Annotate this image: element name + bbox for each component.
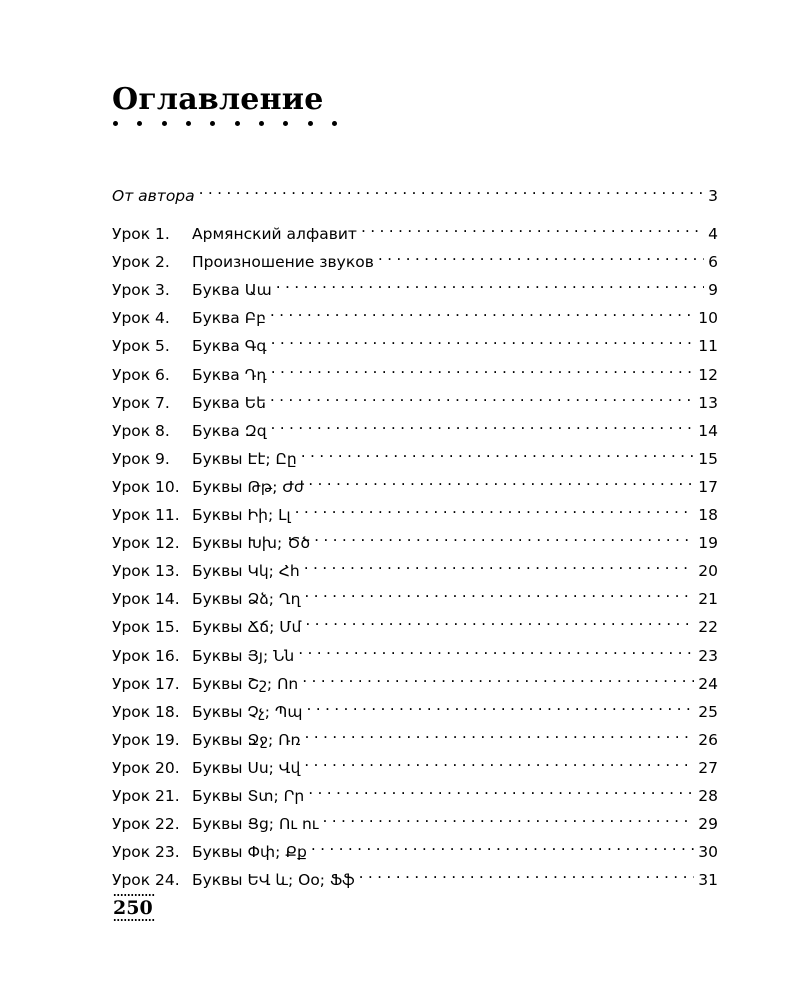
toc-entry <box>112 861 718 890</box>
toc-page-number: 29 <box>698 815 718 834</box>
toc-entry-title: Буквы Էէ; Ըը <box>192 449 297 468</box>
toc-lesson-number: Урок 17. <box>112 674 180 693</box>
toc-page-number: 12 <box>698 365 718 384</box>
toc-entry <box>112 721 718 749</box>
dot-leader <box>271 356 695 380</box>
dot-leader <box>378 243 704 267</box>
toc-entry-title: От автора <box>112 187 195 205</box>
toc-page-number: 3 <box>708 187 718 205</box>
toc-entry <box>112 777 718 805</box>
dot-leader <box>314 524 694 548</box>
toc-page-number: 6 <box>708 253 718 272</box>
toc-lesson-number: Урок 6. <box>112 365 170 384</box>
toc-entry <box>112 552 718 581</box>
toc-entry-title: Буква Դդ <box>192 365 267 384</box>
dot-leader <box>305 608 694 632</box>
toc-entry <box>112 749 718 777</box>
toc-entry <box>112 496 718 524</box>
dot-leader <box>271 327 695 351</box>
toc-page-number: 17 <box>698 477 718 496</box>
toc-page-number: 30 <box>698 843 718 862</box>
toc-page-number: 13 <box>698 393 718 412</box>
toc-entry-intro <box>112 177 718 205</box>
toc-page-number: 11 <box>698 337 718 356</box>
toc-entry-title: Буква Աա <box>192 281 272 300</box>
toc-page-number: 19 <box>698 534 718 553</box>
dot-leader <box>311 833 694 857</box>
dot-leader <box>276 271 704 295</box>
toc-entry-title: Буквы Սս; Վվ <box>192 758 301 777</box>
dot-leader <box>199 177 704 201</box>
toc-entry-title: Буквы Ցց; Ու ու <box>192 815 319 834</box>
toc-lesson-number: Урок 13. <box>112 562 180 581</box>
toc-entry <box>112 412 718 440</box>
toc-entry <box>112 693 718 721</box>
toc-entry-title: Буквы Փփ; Քք <box>192 843 307 862</box>
toc-entry <box>112 637 718 665</box>
toc-entry-title: Буквы Կկ; Հհ <box>192 562 300 581</box>
toc-lesson-number: Урок 3. <box>112 281 170 300</box>
toc-lesson-number: Урок 14. <box>112 590 180 609</box>
toc-entry <box>112 384 718 412</box>
dot-leader <box>359 861 695 885</box>
page-number: 250 <box>113 897 153 919</box>
toc-lesson-number: Урок 15. <box>112 618 180 637</box>
toc-lesson-number: Урок 21. <box>112 787 180 805</box>
dot-leader <box>298 637 694 661</box>
toc-lesson-number: Урок 19. <box>112 730 180 749</box>
toc-lesson-number: Урок 1. <box>112 225 170 243</box>
dot-leader <box>304 552 695 576</box>
toc-entry-title: Буквы Թթ; Ժժ <box>192 477 305 496</box>
dot-leader <box>270 299 694 323</box>
toc-entry <box>112 356 718 384</box>
dot-leader <box>270 384 694 408</box>
toc-entry <box>112 805 718 834</box>
toc-lesson-number: Урок 5. <box>112 337 170 356</box>
page-title: Оглавление <box>112 82 324 117</box>
toc-lesson-number: Урок 12. <box>112 534 180 553</box>
toc-lesson-number: Урок 20. <box>112 758 180 777</box>
toc-entry <box>112 665 718 693</box>
toc-lesson-number: Урок 18. <box>112 702 180 721</box>
toc-entry-title: Буквы Ձձ; Ղղ <box>192 590 301 609</box>
toc-page-number: 10 <box>698 309 718 328</box>
toc-lesson-number: Урок 22. <box>112 815 180 834</box>
dot-leader <box>304 749 694 773</box>
toc-entry <box>112 299 718 328</box>
toc-entry <box>112 215 718 243</box>
toc-entry-title: Буквы Իի; Լլ <box>192 506 291 524</box>
toc-entry <box>112 524 718 553</box>
toc-entry-title: Буква Եե <box>192 393 266 412</box>
dot-leader <box>308 777 694 801</box>
toc-page-number: 27 <box>698 758 718 777</box>
toc-lesson-number: Урок 7. <box>112 393 170 412</box>
toc-entry-title: Буквы Տտ; Րր <box>192 787 305 805</box>
toc-entry-title: Произношение звуков <box>192 253 374 272</box>
toc-entry <box>112 271 718 300</box>
toc-lesson-number: Урок 24. <box>112 871 180 890</box>
toc-lesson-number: Урок 10. <box>112 477 180 496</box>
toc-entry-title: Буквы Շշ; Ոո <box>192 674 299 693</box>
folio-dot-rule-bottom <box>113 919 155 921</box>
toc-entry-title: Буква Գգ <box>192 337 267 356</box>
dot-leader <box>361 215 704 239</box>
toc-page-number: 24 <box>698 674 718 693</box>
toc-page-number: 4 <box>708 225 718 243</box>
toc-entry-title: Буквы ԵՎ և; Օօ; Ֆֆ <box>192 871 355 890</box>
toc-entry-title: Армянский алфавит <box>192 225 357 243</box>
toc-entry <box>112 580 718 609</box>
dot-leader <box>271 412 695 436</box>
toc-page-number: 9 <box>708 281 718 300</box>
toc-lesson-number: Урок 2. <box>112 253 170 272</box>
toc-lesson-number: Урок 8. <box>112 421 170 440</box>
toc-entry-title: Буквы Խխ; Ծծ <box>192 534 311 553</box>
title-dot-ornament <box>113 119 337 127</box>
toc-page-number: 15 <box>698 449 718 468</box>
toc-entry <box>112 468 718 496</box>
toc-entry-title: Буквы Ճճ; Մմ <box>192 618 302 637</box>
toc-page-number: 20 <box>698 562 718 581</box>
toc-lesson-number: Урок 23. <box>112 843 180 862</box>
toc-entry-title: Буквы Ջջ; Ռռ <box>192 730 301 749</box>
toc-page-number: 26 <box>698 730 718 749</box>
toc-page-number: 25 <box>698 702 718 721</box>
toc-lesson-number: Урок 11. <box>112 506 180 524</box>
dot-leader <box>305 721 695 745</box>
dot-leader <box>302 665 694 689</box>
dot-leader <box>308 468 694 492</box>
toc-page-number: 31 <box>698 871 718 890</box>
toc-entry <box>112 327 718 356</box>
toc-page-number: 28 <box>698 787 718 805</box>
dot-leader <box>306 693 694 717</box>
dot-leader <box>301 440 695 464</box>
toc-page-number: 21 <box>698 590 718 609</box>
toc-entry <box>112 243 718 272</box>
dot-leader <box>323 805 695 829</box>
toc-page-number: 22 <box>698 618 718 637</box>
toc-entry-title: Буква Զզ <box>192 421 267 440</box>
toc-entry-title: Буквы Չչ; Պպ <box>192 702 303 721</box>
toc-page-number: 18 <box>698 506 718 524</box>
toc-lesson-number: Урок 9. <box>112 449 170 468</box>
toc-entry <box>112 608 718 637</box>
toc-lesson-number: Урок 16. <box>112 646 180 665</box>
dot-leader <box>295 496 695 520</box>
toc-page-number: 14 <box>698 421 718 440</box>
dot-leader <box>304 580 694 604</box>
toc-entry <box>112 833 718 862</box>
toc-entry-title: Буквы Յյ; Նն <box>192 646 295 665</box>
toc-lesson-number: Урок 4. <box>112 309 170 328</box>
toc-page-number: 23 <box>698 646 718 665</box>
toc-entry-title: Буква Բբ <box>192 309 266 328</box>
toc-entry <box>112 440 718 468</box>
